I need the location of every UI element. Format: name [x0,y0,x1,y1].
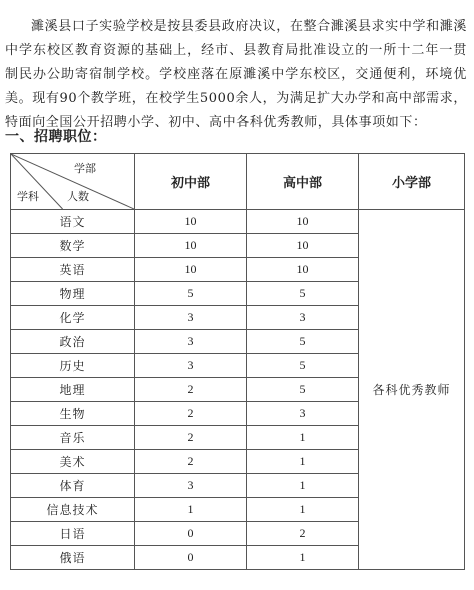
junior-count-cell: 3 [135,474,247,498]
subject-cell: 日语 [11,522,135,546]
junior-count-cell: 3 [135,330,247,354]
senior-count-cell: 1 [247,426,359,450]
junior-count-cell: 3 [135,354,247,378]
header-senior: 高中部 [247,154,359,210]
subject-cell: 化学 [11,306,135,330]
diagonal-header-cell [11,154,135,210]
subject-cell: 历史 [11,354,135,378]
junior-count-cell: 2 [135,378,247,402]
subject-cell: 地理 [11,378,135,402]
subject-cell: 生物 [11,402,135,426]
senior-count-cell: 5 [247,354,359,378]
subject-cell: 英语 [11,258,135,282]
senior-count-cell: 5 [247,330,359,354]
intro-paragraph: 濉溪县口子实验学校是按县委县政府决议，在整合濉溪县求实中学和濉溪中学东校区教育资源的基础上，经市、县教育局批准设立的一所十二年一贯制民办公助寄宿制学校。学校座落在原濉溪中学东校区，交通便利，环境优美。现有90个教学班，在校学生5000余人，为满足扩大办学和高中部需求，特面向全国公开招聘小学、初中、高中各科优秀教师，具体事项如下： [5,19,467,130]
subject-cell: 信息技术 [11,498,135,522]
table-body [11,210,465,570]
junior-count-cell: 3 [135,306,247,330]
junior-count-cell: 0 [135,522,247,546]
junior-count-cell: 1 [135,498,247,522]
senior-count-cell: 5 [247,282,359,306]
header-primary: 小学部 [359,154,465,210]
subject-cell: 俄语 [11,546,135,570]
senior-count-cell: 2 [247,522,359,546]
subject-cell: 物理 [11,282,135,306]
recruitment-table [10,153,465,570]
table-header-row [11,154,465,210]
subject-cell: 体育 [11,474,135,498]
header-junior: 初中部 [135,154,247,210]
junior-count-cell: 10 [135,234,247,258]
senior-count-cell: 3 [247,306,359,330]
subject-cell: 美术 [11,450,135,474]
senior-count-cell: 3 [247,402,359,426]
senior-count-cell: 10 [247,234,359,258]
junior-count-cell: 2 [135,450,247,474]
junior-count-cell: 5 [135,282,247,306]
diag-label-department: 学部 [74,162,96,175]
subject-cell: 数学 [11,234,135,258]
junior-count-cell: 0 [135,546,247,570]
senior-count-cell: 1 [247,498,359,522]
subject-cell: 政治 [11,330,135,354]
junior-count-cell: 2 [135,402,247,426]
primary-merged-cell: 各科优秀教师 [359,210,465,570]
section-title: 一、招聘职位： [5,129,107,145]
diag-label-count: 人数 [67,190,89,203]
senior-count-cell: 10 [247,258,359,282]
senior-count-cell: 5 [247,378,359,402]
table-row [11,210,465,234]
senior-count-cell: 1 [247,546,359,570]
subject-cell: 音乐 [11,426,135,450]
senior-count-cell: 10 [247,210,359,234]
senior-count-cell: 1 [247,474,359,498]
junior-count-cell: 10 [135,210,247,234]
diag-label-subject: 学科 [17,190,39,203]
junior-count-cell: 10 [135,258,247,282]
subject-cell: 语文 [11,210,135,234]
senior-count-cell: 1 [247,450,359,474]
junior-count-cell: 2 [135,426,247,450]
